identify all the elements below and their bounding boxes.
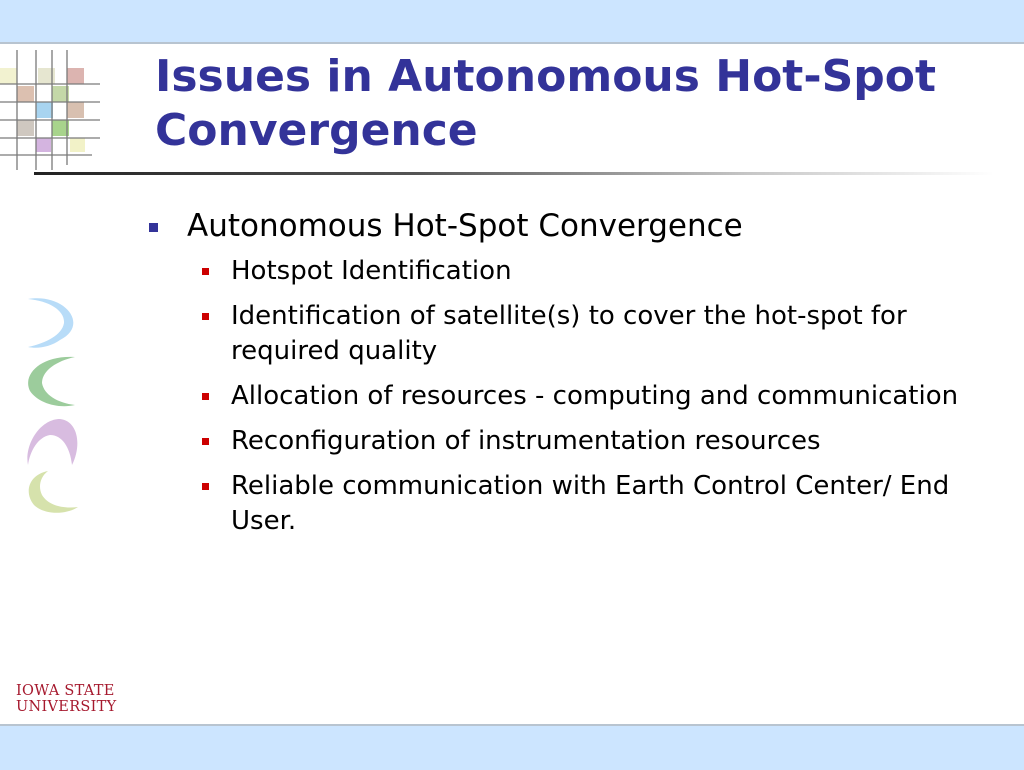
- sub-bullet-item: [202, 254, 1007, 289]
- title-divider: [34, 172, 994, 175]
- square-bullet-icon: [202, 483, 209, 490]
- sub-bullet-list: [202, 254, 1007, 539]
- square-bullet-icon: [202, 438, 209, 445]
- square-bullet-icon: [202, 393, 209, 400]
- main-bullet-item: [147, 206, 1007, 246]
- slide-content: [147, 206, 1007, 549]
- main-bullet-text: Autonomous Hot-Spot Convergence: [187, 208, 743, 244]
- sub-bullet-item: [202, 299, 1007, 369]
- sub-bullet-text: Hotspot Identification: [231, 256, 512, 286]
- grid-decoration: [0, 40, 100, 175]
- sub-bullet-item: [202, 379, 1007, 414]
- sub-bullet-text: Reliable communication with Earth Control Center/ End User.: [231, 471, 950, 536]
- logo-line-1: IOWA STATE: [16, 683, 115, 699]
- sub-bullet-text: Allocation of resources - computing and communication: [231, 381, 959, 411]
- square-bullet-icon: [202, 313, 209, 320]
- iowa-state-university-logo: [16, 683, 117, 715]
- bottom-band: [0, 724, 1024, 770]
- square-bullet-icon: [202, 268, 209, 275]
- square-bullet-icon: [149, 223, 158, 232]
- sub-bullet-text: Identification of satellite(s) to cover the hot-spot for required quality: [231, 301, 907, 366]
- sub-bullet-item: [202, 424, 1007, 459]
- slide-title: Issues in Autonomous Hot-Spot Convergence: [155, 51, 937, 156]
- sub-bullet-item: [202, 469, 1007, 539]
- logo-line-2: UNIVERSITY: [16, 699, 117, 715]
- top-band: [0, 0, 1024, 44]
- sub-bullet-text: Reconfiguration of instrumentation resources: [231, 426, 821, 456]
- crescent-decoration: [20, 295, 80, 520]
